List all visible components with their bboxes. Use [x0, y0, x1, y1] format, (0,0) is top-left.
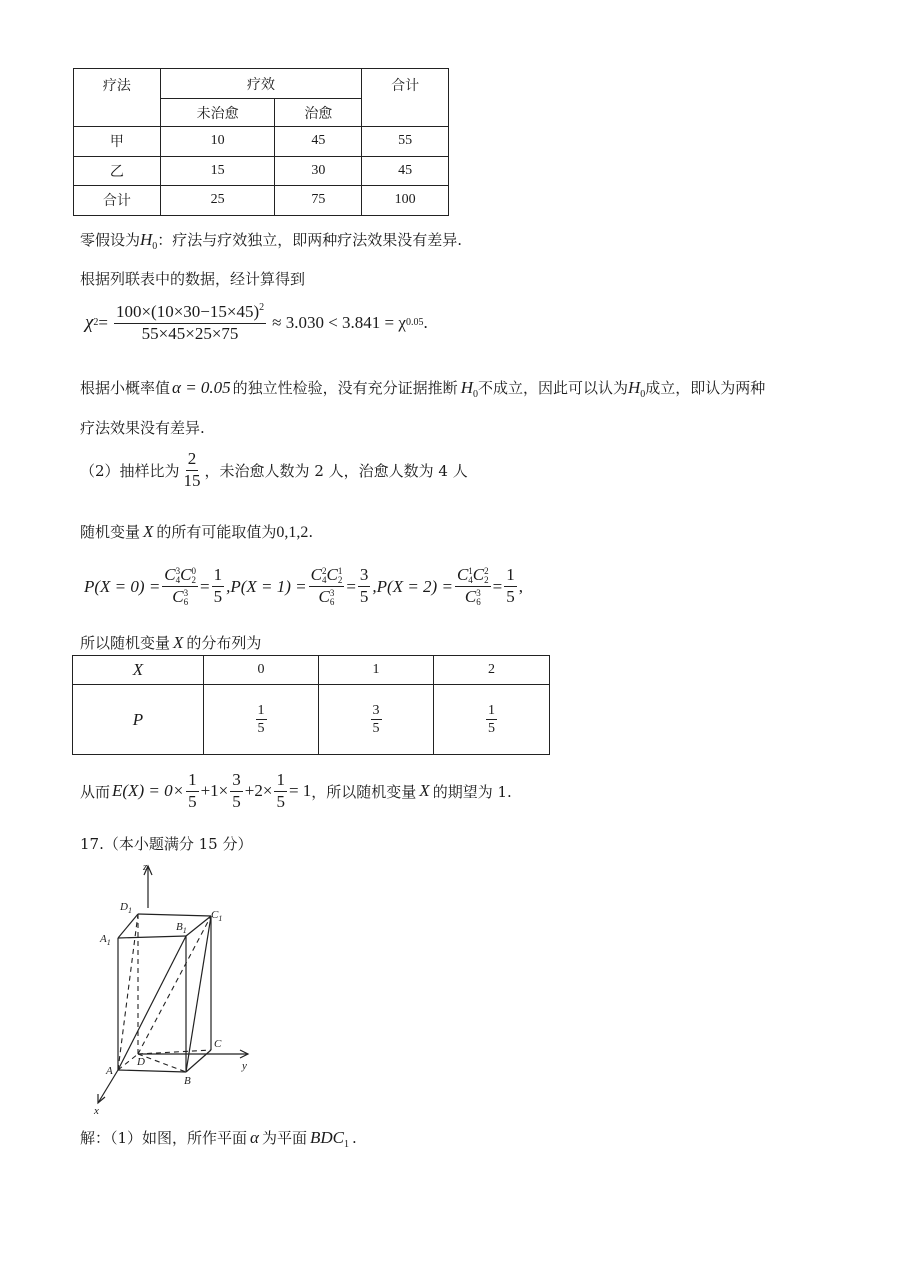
cell-total: 100: [362, 185, 449, 215]
label-A1: $A_1$: [100, 933, 111, 947]
cell-x-2: 2: [434, 656, 550, 685]
edge-C1D1: [138, 914, 211, 916]
header-effect: 疗效: [160, 69, 361, 99]
edge-AD: [118, 1054, 138, 1070]
header-method: 疗法: [74, 69, 161, 127]
label-A: A: [106, 1065, 113, 1077]
diag-AB1: [118, 936, 186, 1070]
edge-AB: [118, 1070, 186, 1072]
header-cured: 治愈: [275, 99, 362, 127]
edge-A1B1: [118, 936, 186, 938]
label-C1: $C_1$: [211, 909, 223, 923]
solution-line: 解：（1）如图，所作平面 α 为平面 $BDC_1$ .: [80, 1128, 357, 1150]
label-x: x: [94, 1105, 99, 1117]
chi-square-formula: χ 2 = $\frac{100\times(10\times 30-15\times 45)^2}{55\times 45\times 25\times 75}$ ≈ 3.030 < 3.841 = χ 0.05 .: [85, 302, 428, 343]
cell-not-cured: 25: [160, 185, 275, 215]
cell-x-0: 0: [204, 656, 319, 685]
distribution-intro: 所以随机变量 X 的分布列为: [80, 633, 262, 652]
label-z: z: [143, 861, 148, 873]
chi-fraction: $\frac{100\times(10\times 30-15\times 45)^2}{55\times 45\times 25\times 75}$: [115, 302, 265, 343]
conclusion-line1: 根据小概率值 α = 0.05 的独立性检验，没有充分证据推断 $H_0$不成立，因此可以认为$H_0$成立，即认为两种: [80, 378, 766, 400]
cell-p-2: $\frac{1}{5}$: [434, 685, 550, 755]
probability-formulas: P(X = 0) = C 3 4 C 0 2 C 3 6 = $\frac{1}{5}$ ,P(X = 1) = C 2 4 C 1 2 C 3 6 = $\frac{3}{5}$ ,P(X = 2) = C 1 4 C 2 2 C 3 6 = $\frac{1}{5}$ ,: [84, 565, 523, 608]
cell-not-cured: 15: [160, 156, 275, 185]
label-C: C: [214, 1038, 222, 1050]
cell-x-1: 1: [319, 656, 434, 685]
x-arrow-icon: [98, 1094, 105, 1103]
diag-DB: [138, 1054, 186, 1072]
edge-BC: [186, 1050, 211, 1072]
cell-p-0: $\frac{1}{5}$: [204, 685, 319, 755]
table-row: [74, 156, 449, 185]
label-y: y: [242, 1060, 247, 1072]
distribution-table: [72, 655, 550, 755]
prism-figure: [80, 858, 270, 1118]
row-label: 甲: [74, 127, 161, 156]
contingency-table: [73, 68, 449, 216]
row-label: 乙: [74, 156, 161, 185]
cell-cured: 45: [275, 127, 362, 156]
label-D1: $D_1$: [120, 901, 132, 915]
cell-not-cured: 10: [160, 127, 275, 156]
table-row: [74, 185, 449, 215]
header-not-cured: 未治愈: [160, 99, 275, 127]
table-row: [74, 127, 449, 156]
conclusion-line2: 疗法效果没有差异.: [80, 419, 205, 437]
cell-cured: 75: [275, 185, 362, 215]
cell-p-1: $\frac{3}{5}$: [319, 685, 434, 755]
cell-total: 45: [362, 156, 449, 185]
cell-total: 55: [362, 127, 449, 156]
edge-B1C1: [186, 916, 211, 936]
label-B: B: [184, 1075, 191, 1087]
cell-cured: 30: [275, 156, 362, 185]
question-17-heading: 17.（本小题满分 15 分）: [80, 835, 253, 853]
row-label: 合计: [74, 185, 161, 215]
random-variable-line: 随机变量 X 的所有可能取值为0,1,2.: [80, 522, 314, 541]
part2-line: （2）抽样比为 $\frac{2}{15}$ ，未治愈人数为 2 人，治愈人数为 4 人: [80, 449, 468, 490]
header-total: 合计: [362, 69, 449, 127]
cell-x-label: X: [73, 656, 204, 685]
label-D: D: [137, 1056, 145, 1068]
cell-p-label: P: [73, 685, 204, 755]
hypothesis-line: 零假设为$H_0$：疗法与疗效独立，即两种疗法效果没有差异.: [80, 230, 463, 252]
calc-intro: 根据列联表中的数据，经计算得到: [80, 270, 306, 288]
expectation-line: 从而 E(X) = 0× $\frac{1}{5}$ +1× $\frac{3}{5}$ +2× $\frac{1}{5}$ = 1 ，所以随机变量 X 的期望为 1.: [80, 770, 512, 811]
label-B1: $B_1$: [176, 921, 187, 935]
